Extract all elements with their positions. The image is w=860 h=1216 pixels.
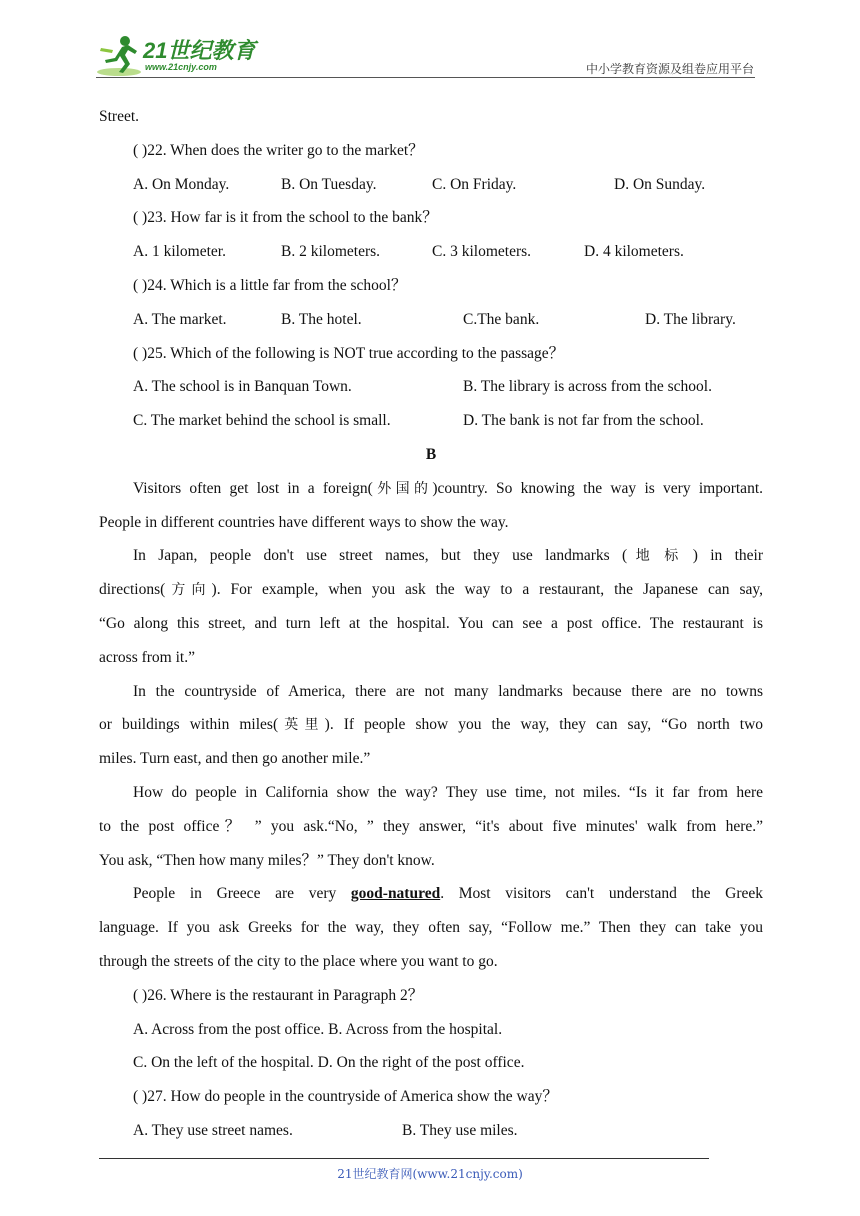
option-d: D. The bank is not far from the school. — [463, 412, 704, 430]
section-heading: B — [425, 445, 437, 463]
question-27: ( )27. How do people in the countryside of America show the way？ — [133, 1088, 558, 1106]
page-footer: 21世纪教育网(www.21cnjy.com) — [337, 1167, 523, 1181]
paragraph-line: People in Greece are very good-natured. Most visitors can't understand the Greek — [133, 885, 763, 903]
options-23 — [99, 235, 763, 269]
paragraph-line: miles. Turn east, and then go another mile.” — [99, 750, 371, 768]
option-d: D. On Sunday. — [614, 175, 706, 193]
options-22 — [99, 168, 763, 202]
paragraph-line: How do people in California show the way? They use time, not miles. “Is it far from here — [133, 783, 763, 801]
paragraph-line: You ask, “Then how many miles？” They don't know. — [99, 851, 435, 869]
runner-logo-icon — [95, 34, 143, 78]
question-23: ( )23. How far is it from the school to the bank？ — [133, 209, 438, 227]
paragraph-line: Visitors often get lost in a foreign(外国的)country. So knowing the way is very important. — [133, 479, 763, 497]
page-header — [0, 0, 860, 80]
header-platform-text: 中小学教育资源及组卷应用平台 — [585, 62, 754, 76]
options-26-ab: A. Across from the post office. B. Across from the hospital. — [133, 1020, 503, 1038]
options-25-ab — [99, 370, 763, 404]
paragraph-line: or buildings within miles(英里). If people show you the way, they can say, “Go north two — [99, 716, 763, 734]
option-a: A. The market. — [133, 310, 227, 328]
option-a: A. They use street names. — [133, 1121, 293, 1139]
keyword-good-natured: good-natured — [350, 885, 441, 903]
options-25-cd — [99, 404, 763, 438]
paragraph-line: across from it.” — [99, 648, 195, 666]
option-b: B. The library is across from the school. — [463, 378, 712, 396]
paragraph-line: to the post office？ ” you ask.“No, ” they answer, “it's about five minutes' walk from here.” — [99, 817, 763, 835]
paragraph-line: through the streets of the city to the place where you want to go. — [99, 952, 498, 970]
options-27-ab — [99, 1114, 763, 1148]
option-b: B. They use miles. — [402, 1121, 518, 1139]
question-26: ( )26. Where is the restaurant in Paragraph 2？ — [133, 986, 424, 1004]
option-c: C.The bank. — [463, 310, 540, 328]
option-d: D. The library. — [645, 310, 736, 328]
paragraph-line: directions(方向). For example, when you ask the way to a restaurant, the Japanese can say, — [99, 581, 763, 599]
options-24 — [99, 303, 763, 337]
option-d: D. 4 kilometers. — [584, 243, 684, 261]
logo-text: 21世纪教育 — [143, 38, 256, 63]
options-26-cd: C. On the left of the hospital. D. On the right of the post office. — [133, 1054, 525, 1072]
paragraph-line: “Go along this street, and turn left at the hospital. You can see a post office. The restaurant is — [99, 614, 763, 632]
document-body — [99, 100, 763, 1148]
option-a: A. 1 kilometer. — [133, 243, 226, 261]
paragraph-line: People in different countries have different ways to show the way. — [99, 513, 509, 531]
logo-url: www.21cnjy.com — [145, 62, 217, 72]
question-24: ( )24. Which is a little far from the school？ — [133, 276, 407, 294]
footer-divider — [99, 1158, 709, 1159]
paragraph-line: In Japan, people don't use street names, but they use landmarks (地标) in their — [133, 547, 763, 565]
site-logo — [95, 34, 265, 78]
option-a: A. On Monday. — [133, 175, 230, 193]
option-a: A. The school is in Banquan Town. — [133, 378, 352, 396]
header-divider — [96, 77, 755, 78]
option-b: B. On Tuesday. — [281, 175, 377, 193]
question-22: ( )22. When does the writer go to the market？ — [133, 141, 424, 159]
option-c: C. 3 kilometers. — [432, 243, 532, 261]
option-b: B. The hotel. — [281, 310, 362, 328]
option-b: B. 2 kilometers. — [281, 243, 381, 261]
question-25: ( )25. Which of the following is NOT true according to the passage？ — [133, 344, 565, 362]
paragraph-line: In the countryside of America, there are not many landmarks because there are no towns — [133, 682, 763, 700]
option-c: C. The market behind the school is small. — [133, 412, 391, 430]
text-line: Street. — [99, 108, 140, 125]
paragraph-line: language. If you ask Greeks for the way, they often say, “Follow me.” Then they can take you — [99, 919, 763, 937]
option-c: C. On Friday. — [432, 175, 517, 193]
